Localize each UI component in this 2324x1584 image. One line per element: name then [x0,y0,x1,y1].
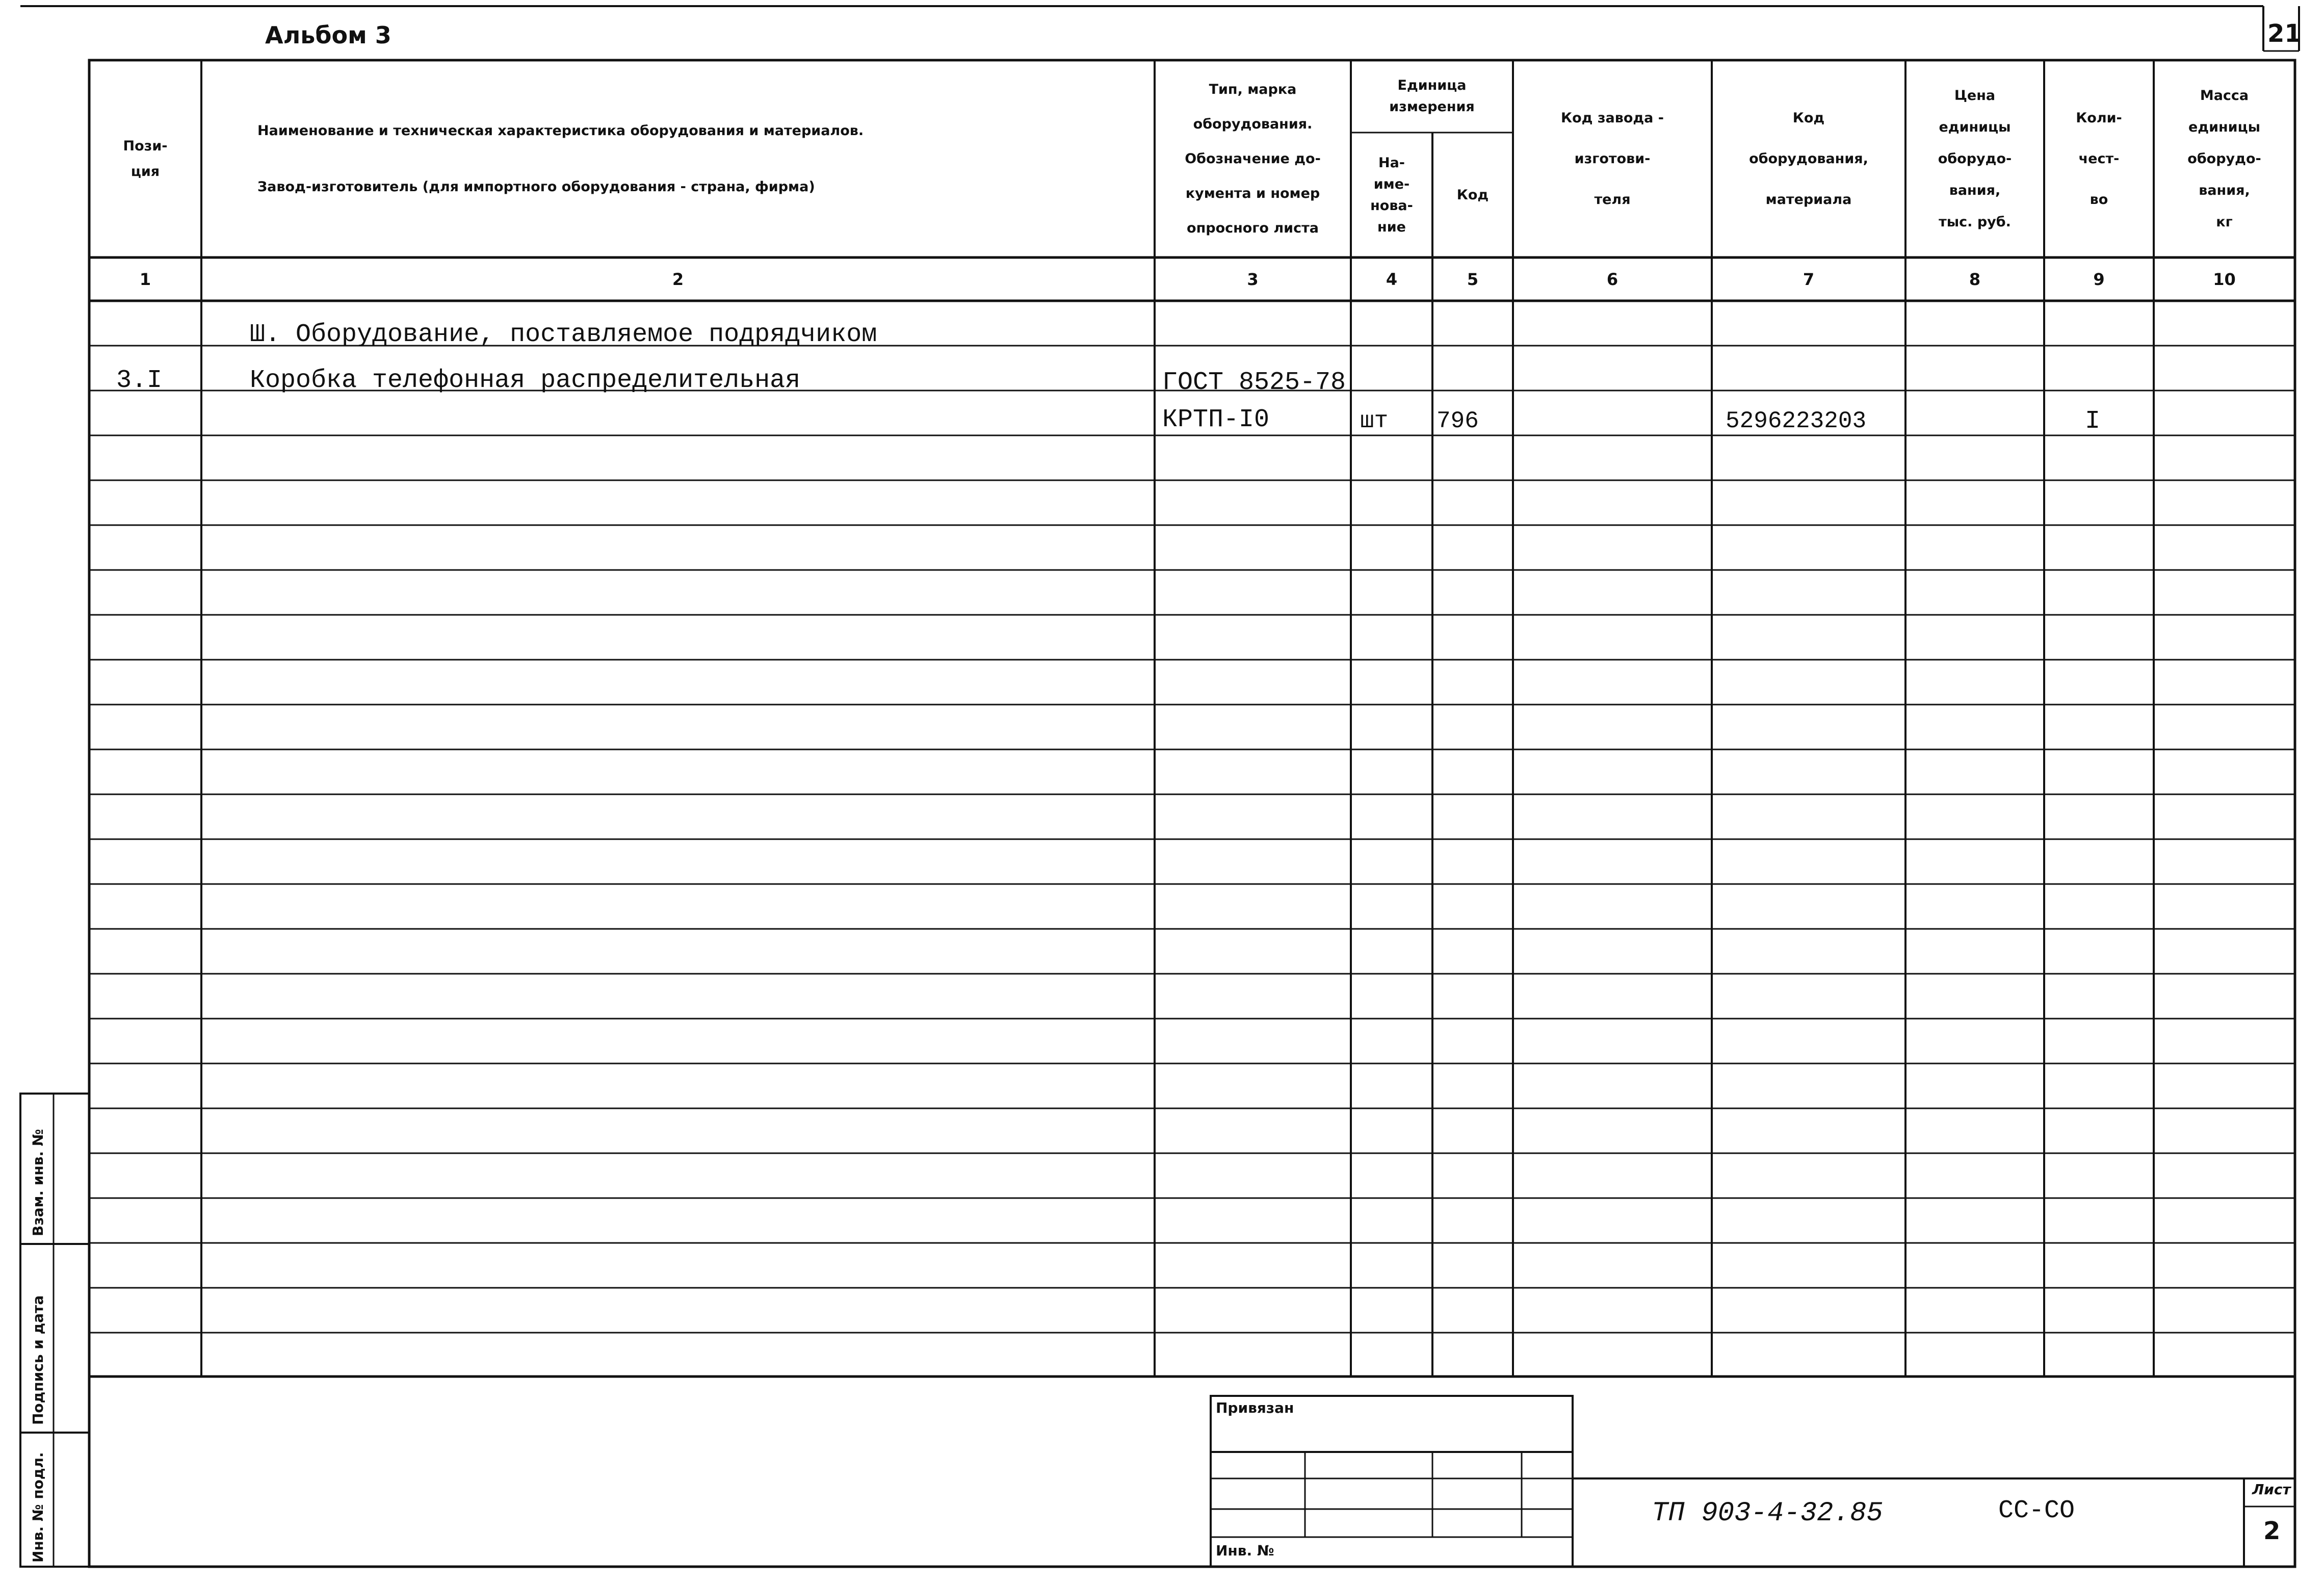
header-text: Обозначение до- [1185,150,1321,167]
header-unit-mass [2154,60,2295,257]
header-equipment-code [1712,60,1905,257]
header-text: измерения [1389,99,1475,115]
item-position: 3.I [116,366,163,395]
header-text: ция [130,163,160,179]
header-text: Масса [2200,87,2249,103]
stamp-inv-replaced: Взам. инв. № [30,1129,46,1236]
header-unit-price [1905,60,2044,257]
header-type-document [1155,60,1351,257]
header-text: На- [1378,154,1405,171]
column-number: 3 [1247,269,1259,289]
header-text: чест- [2078,150,2120,167]
header-unit-group [1351,60,1513,133]
stamp-sign-date: Подпись и дата [30,1295,46,1425]
column-number: 9 [2093,269,2105,289]
header-text: опросного листа [1187,220,1319,236]
header-text: нова- [1370,197,1413,214]
item-equipment-code: 5296223203 [1726,408,1867,434]
column-number: 10 [2213,269,2236,289]
header-text: оборудо- [2187,150,2261,167]
header-text: материала [1765,191,1852,207]
set-code: СС-СО [1998,1496,2075,1525]
header-text: вания, [2199,182,2250,198]
header-text: оборудо- [1938,150,2012,167]
item-document: ГОСТ 8525-78 [1162,368,1346,397]
header-text: име- [1373,176,1410,192]
header-text: Код [1456,187,1489,203]
header-text: вания, [1949,182,2001,198]
item-name: Коробка телефонная распределительная [250,366,801,395]
header-text: кумента и номер [1185,185,1320,201]
stamp-inv-original: Инв. № подл. [30,1452,46,1563]
header-text: теля [1594,191,1631,207]
header-text: оборудования. [1193,116,1313,132]
header-text: Коли- [2076,110,2122,126]
header-text: Пози- [123,138,168,154]
column-number: 4 [1386,269,1398,289]
header-text: Код [1792,110,1825,126]
header-name [201,60,1155,257]
header-unit-code [1432,133,1513,257]
item-type: КРТП-I0 [1162,405,1270,434]
header-text: кг [2216,214,2233,230]
page-corner-number: 21 [2267,19,2302,48]
sheet-label: Лист [2252,1481,2291,1498]
item-quantity: I [2085,407,2101,436]
column-number: 2 [672,269,684,289]
column-number: 7 [1803,269,1815,289]
document-code: ТП 903-4-32.85 [1652,1498,1883,1529]
header-text: Цена [1954,87,1996,103]
header-text: Код завода - [1561,110,1664,126]
header-text: оборудования, [1749,150,1868,167]
item-unit-code: 796 [1437,408,1479,434]
header-text: Наименование и техническая характеристика оборудования и материалов. [257,122,864,139]
column-number: 1 [139,269,151,289]
header-text: ние [1377,219,1406,235]
sheet-number: 2 [2263,1517,2281,1545]
bound-label: Привязан [1216,1399,1294,1416]
item-unit-name: шт [1360,408,1389,434]
header-text: Завод-изготовитель (для импортного оборудования - страна, фирма) [257,178,815,195]
header-text: Тип, марка [1209,81,1297,97]
header-text: во [2090,191,2108,207]
column-number: 6 [1606,269,1618,289]
column-number: 8 [1969,269,1981,289]
header-quantity [2044,60,2154,257]
header-manufacturer-code [1513,60,1712,257]
header-text: Единица [1397,77,1467,93]
column-number: 5 [1467,269,1479,289]
header-text: тыс. руб. [1939,214,2011,230]
album-title: Альбом 3 [265,21,391,49]
section-title: Ш. Оборудование, поставляемое подрядчиком [250,320,877,349]
header-unit-name [1351,133,1432,257]
header-text: единицы [1939,119,2011,135]
header-text: единицы [2188,119,2261,135]
header-position [89,60,201,257]
header-text: изготови- [1574,150,1651,167]
title-inv-label: Инв. № [1216,1542,1274,1559]
